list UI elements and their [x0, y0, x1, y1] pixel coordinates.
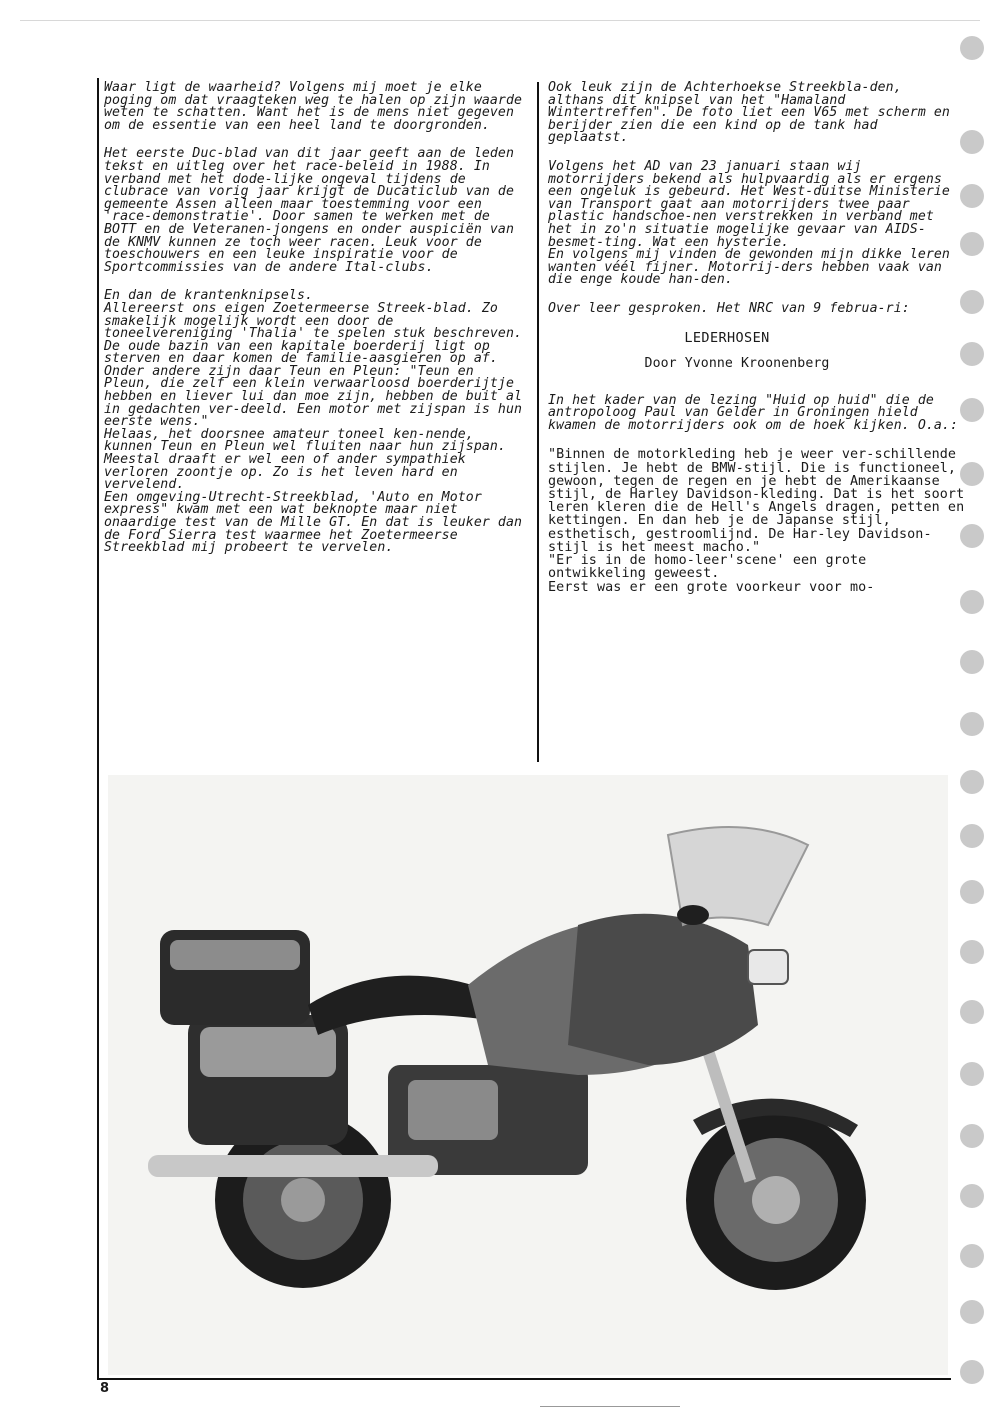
binder-hole	[960, 462, 984, 486]
article-quote: "Binnen de motorkleding heb je weer ver-schillende stijlen. Je hebt de BMW-stijl. Die is functioneel, gewoon, tegen de regen en je hebt de Amerikaanse stijl, de Harley Davidson-kleding. Dat is het soort leren kleren die de Hell's Angels dragen, petten en kettingen. En dan heb je de Japanse stijl, esthetisch, gestroomlijnd. De Har-ley Davidson-stijl is het meest macho." "Er is in de homo-leer'scene' een grote ontwikkeling geweest. Eerst was er een grote voorkeur voor mo-	[548, 447, 965, 595]
article-byline: Door Yvonne Kroonenberg	[644, 356, 830, 372]
article-heading: LEDERHOSEN	[684, 329, 770, 346]
binder-hole	[960, 824, 984, 848]
article-intro: In het kader van de lezing "Huid op huid" die de antropoloog Paul van Gelder in Groningen hield kwamen de motorrijders ook om de hoek kijken. O.a.:	[548, 392, 959, 433]
binder-hole	[960, 1244, 984, 1268]
binder-hole	[960, 232, 984, 256]
motorcycle-photo	[108, 775, 948, 1375]
column-divider	[537, 82, 539, 762]
binder-hole	[960, 342, 984, 366]
paragraph-waarheid: Waar ligt de waarheid? Volgens mij moet je elke poging om dat vraagteken weg te halen op zijn waarde weten te schatten. Want het is de mens niet gegeven om de essentie van een heel land te doorgronden.	[104, 80, 523, 133]
bottom-rule	[540, 1406, 680, 1407]
binder-hole	[960, 1000, 984, 1024]
binder-hole	[960, 524, 984, 548]
right-column	[548, 82, 966, 594]
binder-hole	[960, 880, 984, 904]
paragraph-duc-blad: Het eerste Duc-blad van dit jaar geeft aan de leden tekst en uitleg over het race-beleid in 1988. In verband met het dode-lijke ongeval tijdens de clubrace van vorig jaar krijgt de Ducaticlub van de gemeente Assen alleen maar toestemming voor een 'race-demonstratie'. Door samen te werken met de BOTT en de Veteranen-jongens en onder auspiciën van de KNMV kunnen ze toch weer racen. Leuk voor de toeschouwers en een leuke inspiratie voor de Sportcommissies van de andere Ital-clubs.	[104, 146, 515, 275]
binder-hole	[960, 940, 984, 964]
page-number: 8	[100, 1381, 110, 1396]
binder-hole	[960, 770, 984, 794]
paragraph-nrc: Over leer gesproken. Het NRC van 9 februa-ri:	[548, 300, 910, 316]
binder-hole	[960, 398, 984, 422]
paragraph-krantenknipsels: En dan de krantenknipsels. Allereerst ons eigen Zoetermeerse Streek-blad. Zo smakelijk mogelijk wordt een door de toneelvereniging 'Thalia' te spelen stuk beschreven. De oude bazin van een kapitale boerderij ligt op sterven en daar komen de familie-aasgieren op af. Onder andere zijn daar Teun en Pleun: "Teun en Pleun, die zelf een klein verwaarloosd boerderijtje hebben en liever lui dan moe zijn, hebben de buit al in gedachten ver-deeld. Een motor met zijspan is hun eerste wens." Helaas, het doorsnee amateur toneel ken-nende, kunnen Teun en Pleun wel fluiten naar hun zijspan. Meestal draaft er wel een of ander sympathiek verloren zoontje op. Zo is het leven hard en vervelend. Een omgeving-Utrecht-Streekblad, 'Auto en Motor express" kwam met een wat beknopte maar niet onaardige test van de Mille GT. En dat is leuker dan de Ford Sierra test waarmee het Zoetermeerse Streekblad mij probeert te vervelen.	[104, 288, 523, 556]
binder-hole	[960, 1360, 984, 1384]
binder-hole	[960, 712, 984, 736]
binder-hole	[960, 650, 984, 674]
binder-hole	[960, 1300, 984, 1324]
motorcycle-illustration	[108, 775, 948, 1375]
binder-hole	[960, 1124, 984, 1148]
page-top-edge	[20, 20, 980, 21]
binder-hole	[960, 130, 984, 154]
binder-hole	[960, 184, 984, 208]
paragraph-achterhoekse: Ook leuk zijn de Achterhoekse Streekbla-den, althans dit knipsel van het "Hamaland Wintertreffen". De foto liet een V65 met scherm en berijder zien die een kind op de tank had geplaatst.	[548, 80, 950, 146]
paragraph-ad: Volgens het AD van 23 januari staan wij motorrijders bekend als hulpvaardig als er ergens een ongeluk is gebeurd. Het West-duitse Ministerie van Transport gaat aan motorrijders twee paar plastic handschoe-nen verstrekken in verband met het in zo'n situatie mogelijke gevaar van AIDS-besmet-ting. Wat een hysterie. En volgens mij vinden de gewonden mijn dikke leren wanten véél fijner. Motorrij-ders hebben vaak van die enge koude han-den.	[548, 158, 950, 288]
binder-hole	[960, 590, 984, 614]
binder-hole	[960, 1062, 984, 1086]
binder-hole	[960, 36, 984, 60]
binder-hole	[960, 290, 984, 314]
binder-hole	[960, 1184, 984, 1208]
left-column	[104, 82, 524, 571]
